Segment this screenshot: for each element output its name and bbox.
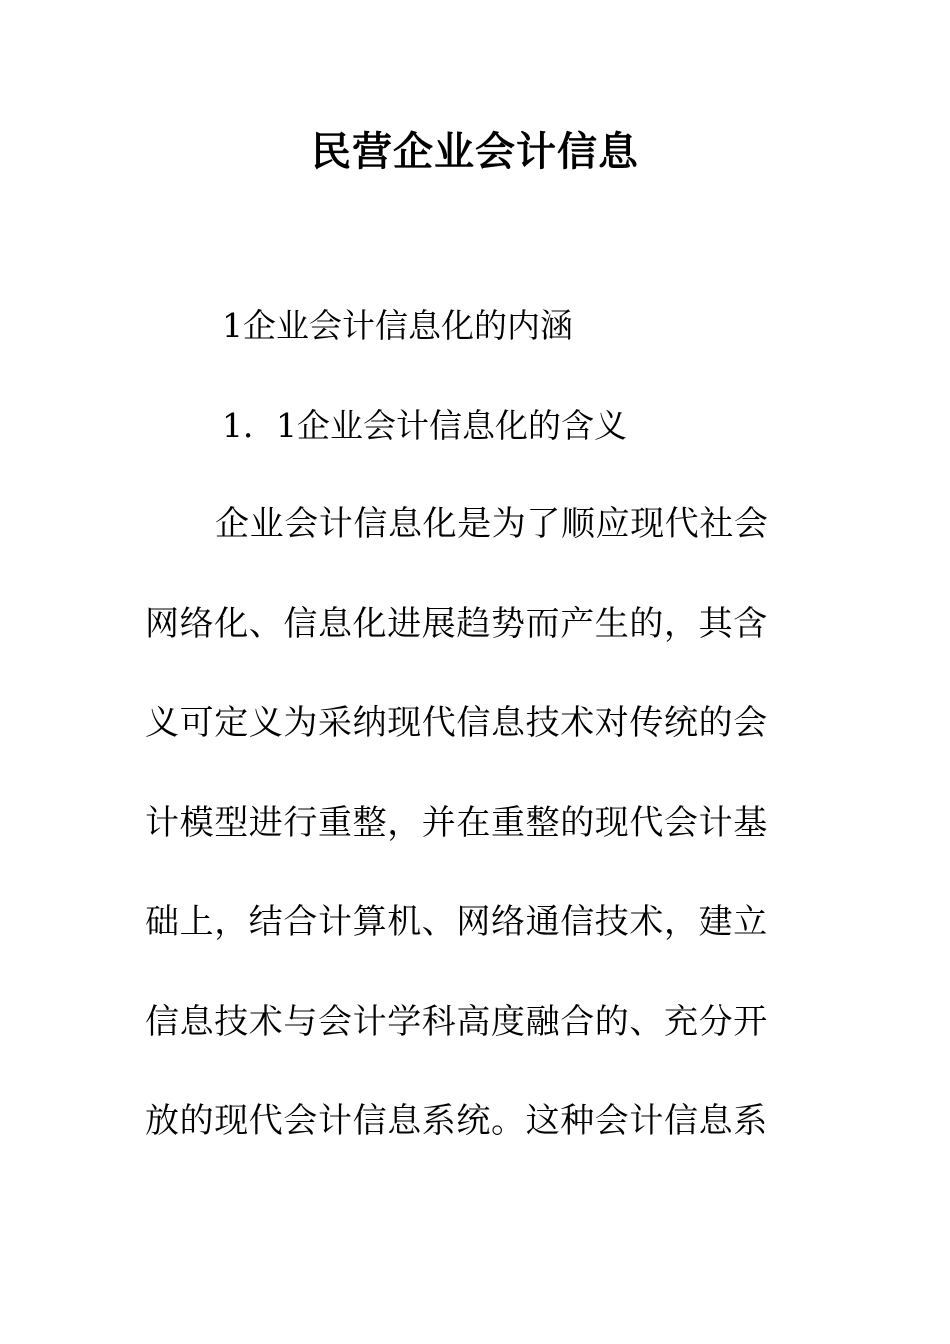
paragraph-line: 义可定义为采纳现代信息技术对传统的会 bbox=[145, 703, 768, 743]
paragraph-line: 网络化、信息化进展趋势而产生的，其含 bbox=[145, 603, 768, 644]
paragraph-line: 企业会计信息化是为了顺应现代社会 bbox=[215, 504, 769, 544]
section-heading: 1企业会计信息化的内涵 bbox=[222, 306, 573, 345]
subsection-heading: 1．1企业会计信息化的含义 bbox=[222, 406, 627, 445]
paragraph-line: 信息技术与会计学科高度融合的、充分开 bbox=[145, 1001, 768, 1042]
document-title: 民营企业会计信息 bbox=[311, 129, 639, 175]
paragraph-line: 础上，结合计算机、网络通信技术，建立 bbox=[145, 902, 768, 942]
paragraph-line: 放的现代会计信息系统。这种会计信息系 bbox=[145, 1101, 768, 1141]
paragraph bbox=[145, 500, 777, 1197]
paragraph-line: 计模型进行重整，并在重整的现代会计基 bbox=[145, 802, 768, 843]
